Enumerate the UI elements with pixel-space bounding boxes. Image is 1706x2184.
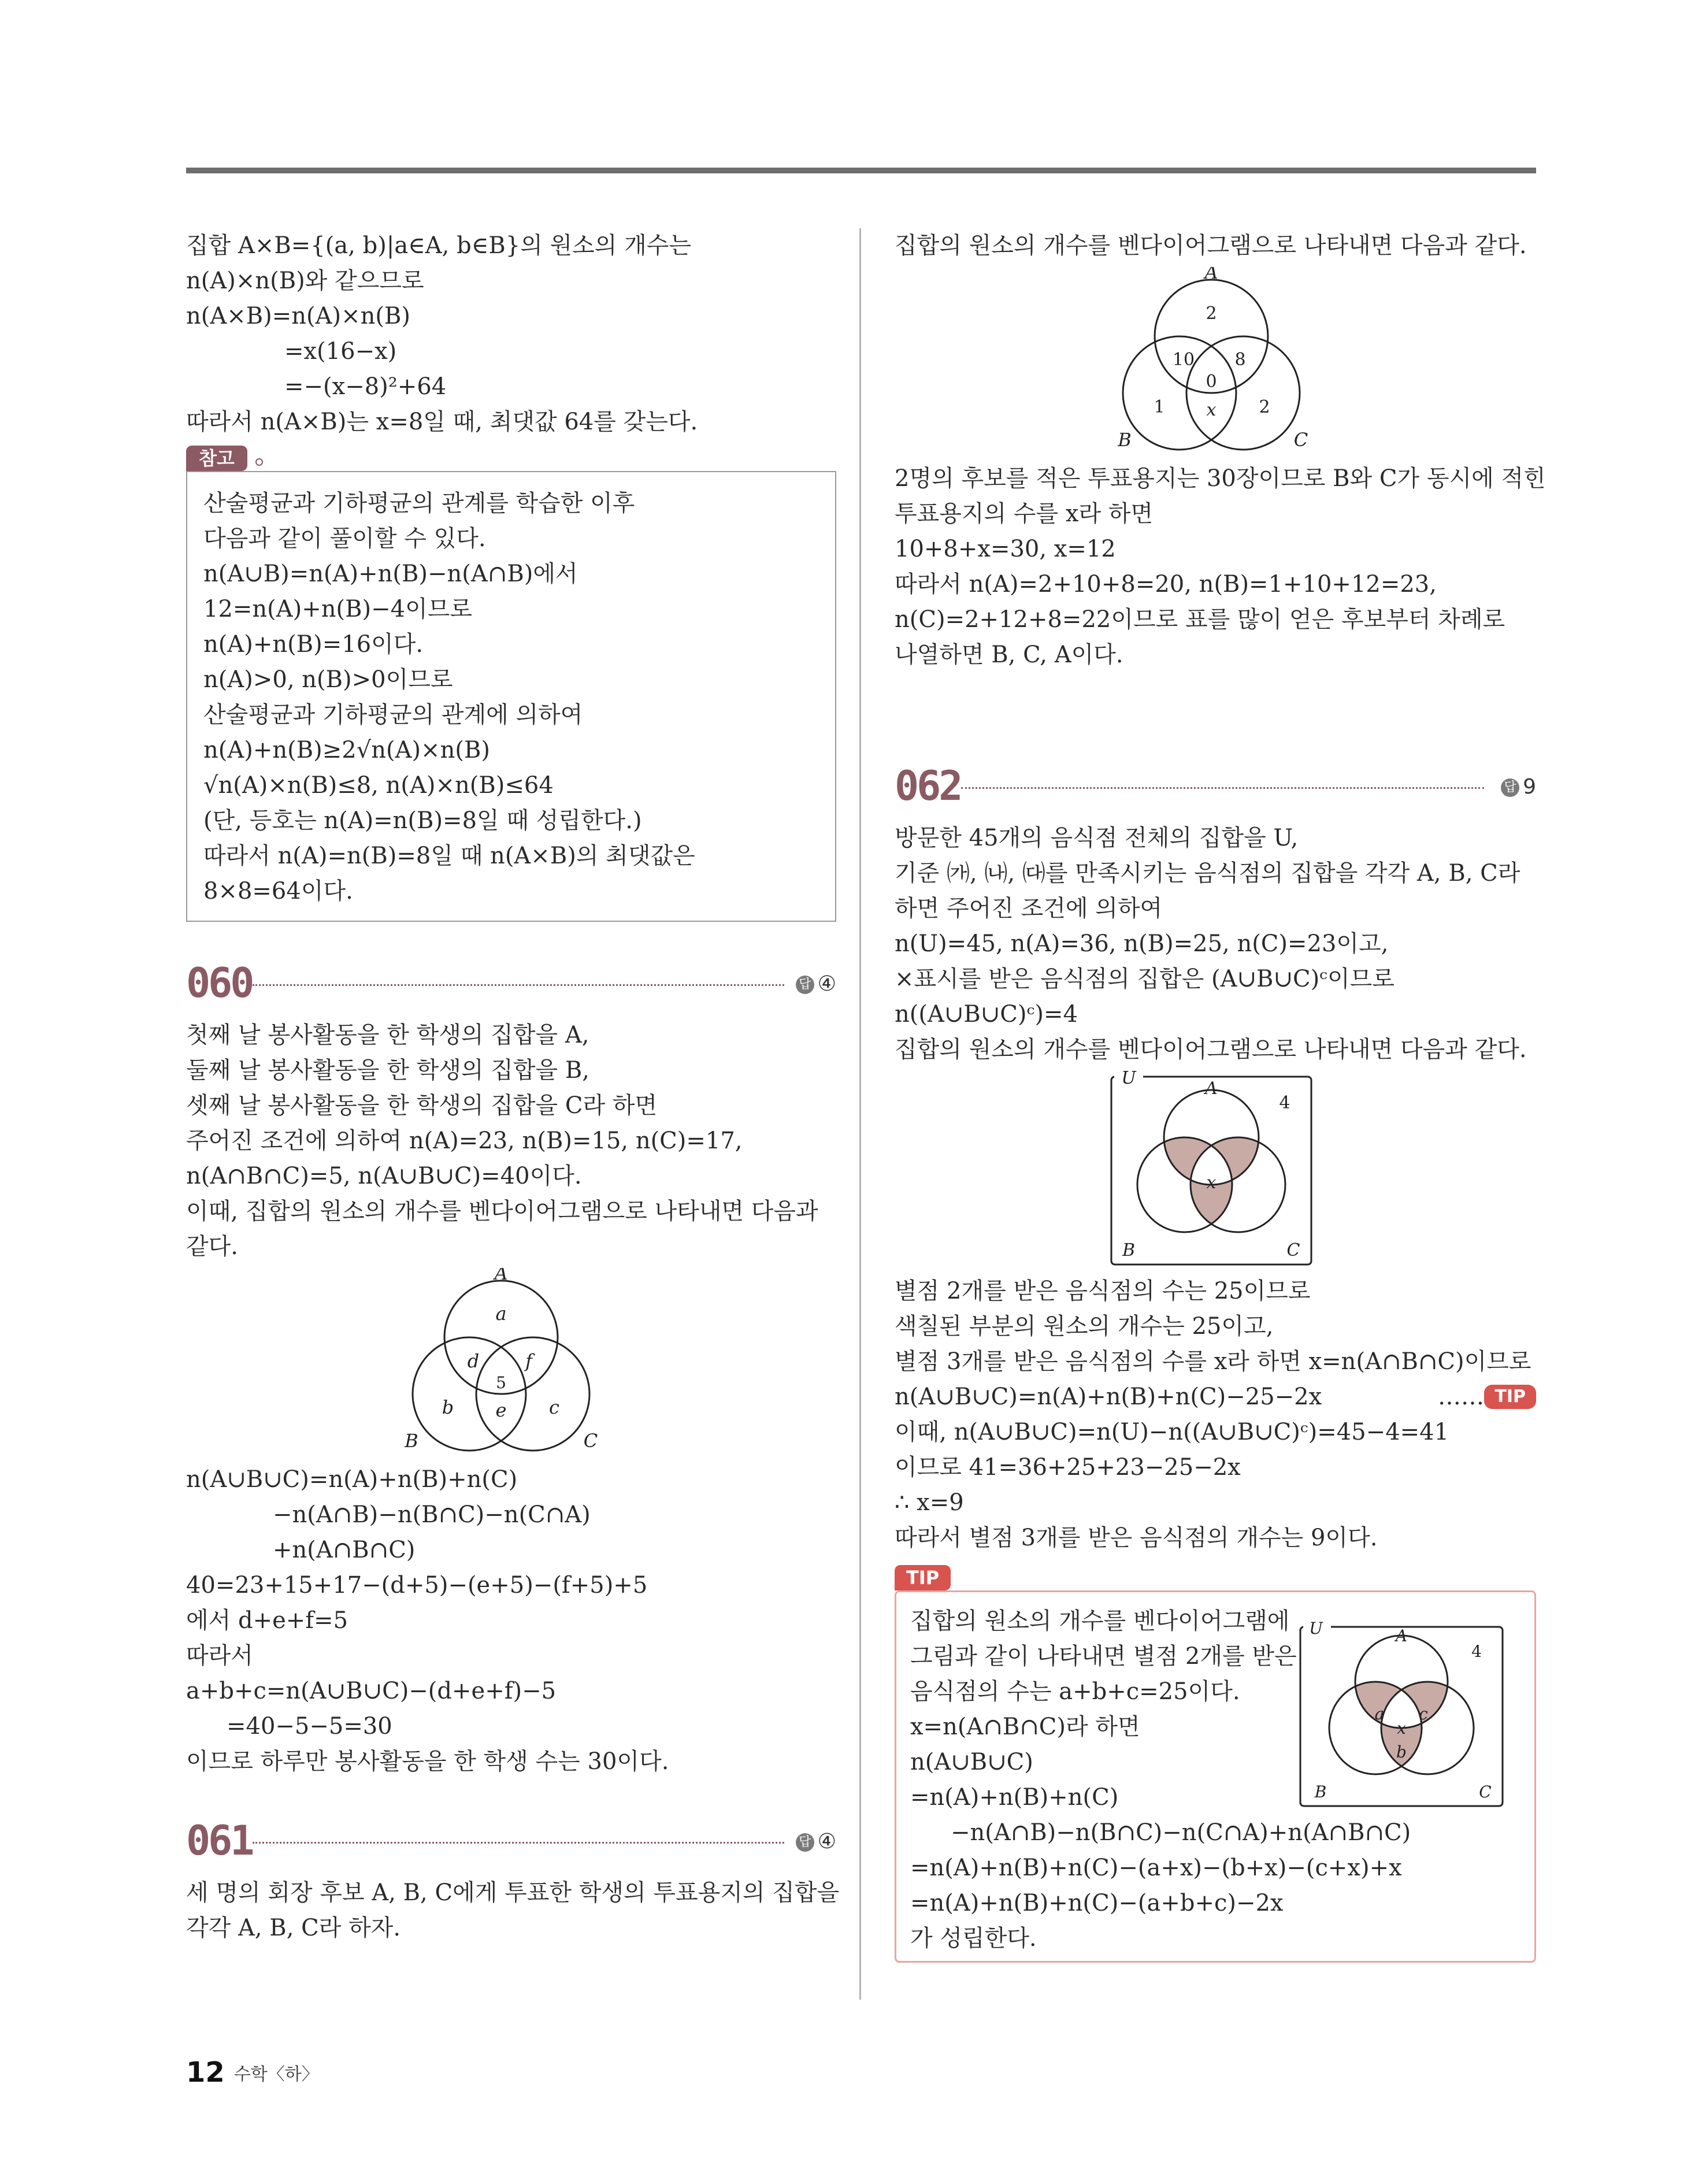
- text-line: 별점 3개를 받은 음식점의 수를 x라 하면 x=n(A∩B∩C)이므로: [895, 1348, 1531, 1375]
- label-b: B: [1314, 1782, 1327, 1801]
- label-b: B: [405, 1430, 418, 1452]
- ref-line: 다음과 같이 풀이할 수 있다.: [203, 525, 486, 552]
- tip-line: −n(A∩B)−n(B∩C)−n(C∩A)+n(A∩B∩C): [951, 1819, 1411, 1846]
- tip-venn-svg: [1297, 1621, 1505, 1812]
- tip-line: 그림과 같이 나타내면 별점 2개를 받은: [910, 1643, 1297, 1670]
- region-center: 5: [496, 1373, 506, 1392]
- ref-line: n(A)+n(B)≥2√n(A)×n(B): [203, 737, 490, 763]
- label-c: C: [1479, 1782, 1492, 1801]
- text-line: 따라서 n(A×B)는 x=8일 때, 최댓값 64를 갖는다.: [186, 409, 698, 435]
- region-b: b: [1396, 1742, 1407, 1762]
- dot-icon: [255, 458, 263, 466]
- text-line: n((A∪B∪C)ᶜ)=4: [895, 1001, 1078, 1028]
- problem-number: 060: [186, 959, 253, 1007]
- text-line: 세 명의 회장 후보 A, B, C에게 투표한 학생의 투표용지의 집합을: [186, 1879, 840, 1906]
- label-a: A: [1204, 267, 1218, 283]
- text-line: 셋째 날 봉사활동을 한 학생의 집합을 C라 하면: [186, 1092, 658, 1119]
- venn-062-svg: [895, 1071, 1536, 1270]
- venn-060-svg: [186, 1268, 836, 1459]
- answer: [796, 972, 836, 997]
- tip-line: x=n(A∩B∩C)라 하면: [910, 1714, 1140, 1740]
- region-c: c: [1419, 1704, 1428, 1723]
- venn-diagram-060: [186, 1268, 836, 1459]
- text-line: 집합의 원소의 개수를 벤다이어그램으로 나타내면 다음과 같다.: [895, 1036, 1527, 1063]
- text-line: n(C)=2+12+8=22이므로 표를 많이 얻은 후보부터 차례로: [895, 606, 1505, 633]
- text-line: 집합의 원소의 개수를 벤다이어그램으로 나타내면 다음과 같다.: [895, 232, 1527, 259]
- tip-venn-diagram: [1297, 1621, 1505, 1814]
- label-u: U: [1309, 1621, 1323, 1638]
- text-line: 색칠된 부분의 원소의 개수는 25이고,: [895, 1313, 1274, 1340]
- text-line: 첫째 날 봉사활동을 한 학생의 집합을 A,: [186, 1022, 589, 1048]
- tip-badge[interactable]: TIP: [1484, 1385, 1536, 1409]
- text-line: +n(A∩B∩C): [273, 1537, 416, 1563]
- text-line: 이때, 집합의 원소의 개수를 벤다이어그램으로 나타내면 다음과: [186, 1198, 818, 1225]
- region-ab: 10: [1172, 350, 1195, 370]
- leader-dots: [961, 787, 1484, 789]
- region-only-b: 1: [1154, 397, 1165, 417]
- text-line: 별점 2개를 받은 음식점의 수는 25이므로: [895, 1278, 1311, 1304]
- label-c: C: [1286, 1240, 1300, 1260]
- text-line: =x(16−x): [284, 338, 397, 365]
- answer-icon: 답: [1501, 778, 1519, 797]
- text-line: 에서 d+e+f=5: [186, 1607, 348, 1634]
- region-center: 0: [1206, 372, 1217, 392]
- tip-equation: n(A∪B∪C)=n(A)+n(B)+n(C)−25−2x: [895, 1384, 1322, 1410]
- column-divider: [859, 228, 861, 2000]
- text-line: 10+8+x=30, x=12: [895, 536, 1116, 562]
- label-b: B: [1118, 429, 1132, 451]
- label-a: A: [1205, 1078, 1218, 1099]
- text-line: 2명의 후보를 적은 투표용지는 30장이므로 B와 C가 동시에 적힌: [895, 465, 1546, 492]
- tip-line: =n(A)+n(B)+n(C)−(a+x)−(b+x)−(c+x)+x: [910, 1855, 1402, 1881]
- text-line: 이때, n(A∪B∪C)=n(U)−n((A∪B∪C)ᶜ)=45−4=41: [895, 1419, 1449, 1445]
- leader-dots: [253, 1842, 784, 1844]
- text-line: n(U)=45, n(A)=36, n(B)=25, n(C)=23이고,: [895, 930, 1389, 957]
- subject-title: 수학〈하〉: [233, 2064, 319, 2085]
- leader-dots: [253, 984, 784, 986]
- text-line: 40=23+15+17−(d+5)−(e+5)−(f+5)+5: [186, 1572, 648, 1599]
- ref-line: (단, 등호는 n(A)=n(B)=8일 때 성립한다.): [203, 807, 642, 834]
- text-line: 방문한 45개의 음식점 전체의 집합을 U,: [895, 825, 1299, 851]
- text-line: a+b+c=n(A∪B∪C)−(d+e+f)−5: [186, 1678, 557, 1704]
- region-e: e: [495, 1399, 507, 1421]
- region-c: c: [549, 1396, 559, 1418]
- tip-note: [895, 1565, 1536, 1963]
- text-line: n(A)×n(B)와 같으므로: [186, 268, 424, 294]
- tip-line: 가 성립한다.: [910, 1925, 1037, 1952]
- label-u: U: [1121, 1071, 1136, 1088]
- answer-value: ④: [817, 972, 836, 996]
- reference-label: 참고: [186, 446, 247, 471]
- text-line: 이므로 하루만 봉사활동을 한 학생 수는 30이다.: [186, 1748, 669, 1775]
- outside-count: 4: [1471, 1642, 1482, 1661]
- region-a: a: [495, 1303, 507, 1325]
- label-a: A: [494, 1268, 508, 1284]
- venn-diagram-061: [895, 267, 1536, 458]
- ref-line: 따라서 n(A)=n(B)=8일 때 n(A×B)의 최댓값은: [203, 843, 695, 869]
- answer-value: 9: [1523, 775, 1536, 799]
- tip-label: TIP: [895, 1565, 951, 1590]
- region-d: d: [467, 1350, 480, 1372]
- venn-diagram-062: [895, 1071, 1536, 1270]
- top-rule: [186, 168, 1536, 173]
- label-b: B: [1122, 1240, 1136, 1260]
- text-line: 이므로 41=36+25+23−25−2x: [895, 1454, 1241, 1481]
- label-c: C: [583, 1430, 598, 1452]
- problem-header-060: [186, 956, 836, 1008]
- text-line: 각각 A, B, C라 하자.: [186, 1915, 401, 1941]
- text-line: ∴ x=9: [895, 1489, 964, 1516]
- text-line: 기준 ㈎, ㈏, ㈐를 만족시키는 음식점의 집합을 각각 A, B, C라: [895, 860, 1520, 887]
- tip-line: =n(A)+n(B)+n(C): [910, 1784, 1119, 1811]
- label-c: C: [1293, 429, 1308, 451]
- text-line: =−(x−8)²+64: [284, 373, 447, 400]
- answer-icon: 답: [796, 976, 814, 994]
- tip-line: 집합의 원소의 개수를 벤다이어그램에: [910, 1608, 1290, 1634]
- text-line: n(A∩B∩C)=5, n(A∪B∪C)=40이다.: [186, 1163, 582, 1189]
- region-only-c: 2: [1259, 397, 1270, 417]
- region-ac: 8: [1234, 350, 1246, 370]
- text-line: 투표용지의 수를 x라 하면: [895, 500, 1154, 527]
- problem-number: 061: [186, 1817, 253, 1864]
- ref-line: n(A)+n(B)=16이다.: [203, 631, 424, 658]
- text-line: −n(A∩B)−n(B∩C)−n(C∩A): [273, 1501, 591, 1528]
- ref-line: n(A)>0, n(B)>0이므로: [203, 666, 453, 693]
- answer: [796, 1829, 836, 1855]
- tip-line: =n(A)+n(B)+n(C)−(a+b+c)−2x: [910, 1890, 1284, 1916]
- text-line: 따라서 별점 3개를 받은 음식점의 개수는 9이다.: [895, 1525, 1378, 1551]
- tip-line: 음식점의 수는 a+b+c=25이다.: [910, 1678, 1240, 1705]
- text-line: 따라서: [186, 1642, 253, 1669]
- region-a: a: [1374, 1704, 1385, 1723]
- text-line: 나열하면 B, C, A이다.: [895, 642, 1123, 668]
- ref-line: 산술평균과 기하평균의 관계를 학습한 이후: [203, 490, 635, 517]
- text-line-with-tip: [895, 1380, 1536, 1415]
- ref-line: n(A∪B)=n(A)+n(B)−n(A∩B)에서: [203, 561, 578, 587]
- ref-line: 산술평균과 기하평균의 관계에 의하여: [203, 702, 583, 728]
- problem-header-062: [895, 759, 1536, 811]
- text-line: 주어진 조건에 의하여 n(A)=23, n(B)=15, n(C)=17,: [186, 1128, 743, 1154]
- label-a: A: [1395, 1626, 1408, 1645]
- region-b: b: [442, 1396, 454, 1418]
- reference-box: [186, 471, 836, 922]
- answer-value: ④: [817, 1830, 836, 1853]
- tip-box: [895, 1590, 1536, 1963]
- text-line: n(A∪B∪C)=n(A)+n(B)+n(C): [186, 1466, 518, 1493]
- text-line: =40−5−5=30: [227, 1713, 392, 1740]
- ref-line: 8×8=64이다.: [203, 878, 353, 904]
- region-center: x: [1206, 1173, 1217, 1193]
- text-line: 따라서 n(A)=2+10+8=20, n(B)=1+10+12=23,: [895, 571, 1437, 598]
- left-column: [186, 228, 840, 1946]
- venn-061-svg: [895, 267, 1536, 458]
- problem-number: 062: [895, 762, 961, 810]
- ref-line: √n(A)×n(B)≤8, n(A)×n(B)≤64: [203, 772, 554, 799]
- tip-dots: ……: [1438, 1384, 1484, 1410]
- text-line: ×표시를 받은 음식점의 집합은 (A∪B∪C)ᶜ이므로: [895, 966, 1395, 992]
- problem-header-061: [186, 1814, 836, 1866]
- tip-line: n(A∪B∪C): [910, 1749, 1033, 1775]
- ref-line: 12=n(A)+n(B)−4이므로: [203, 596, 473, 622]
- region-only-a: 2: [1206, 303, 1217, 324]
- page-number: 12: [186, 2056, 225, 2089]
- answer: [1501, 774, 1536, 800]
- text-line: n(A×B)=n(A)×n(B): [186, 303, 411, 329]
- answer-icon: 답: [796, 1833, 814, 1852]
- right-column: [895, 228, 1546, 1963]
- page-footer: [186, 2056, 319, 2089]
- region-bc: x: [1206, 400, 1217, 420]
- region-x: x: [1397, 1719, 1406, 1738]
- text-line: 둘째 날 봉사활동을 한 학생의 집합을 B,: [186, 1057, 589, 1084]
- text-line: 하면 주어진 조건에 의하여: [895, 895, 1163, 922]
- text-line: 집합 A×B={(a, b)|a∈A, b∈B}의 원소의 개수는: [186, 232, 692, 259]
- region-f: f: [525, 1350, 532, 1372]
- reference-note: [186, 446, 836, 922]
- text-line: 같다.: [186, 1233, 238, 1260]
- outside-count: 4: [1279, 1093, 1290, 1113]
